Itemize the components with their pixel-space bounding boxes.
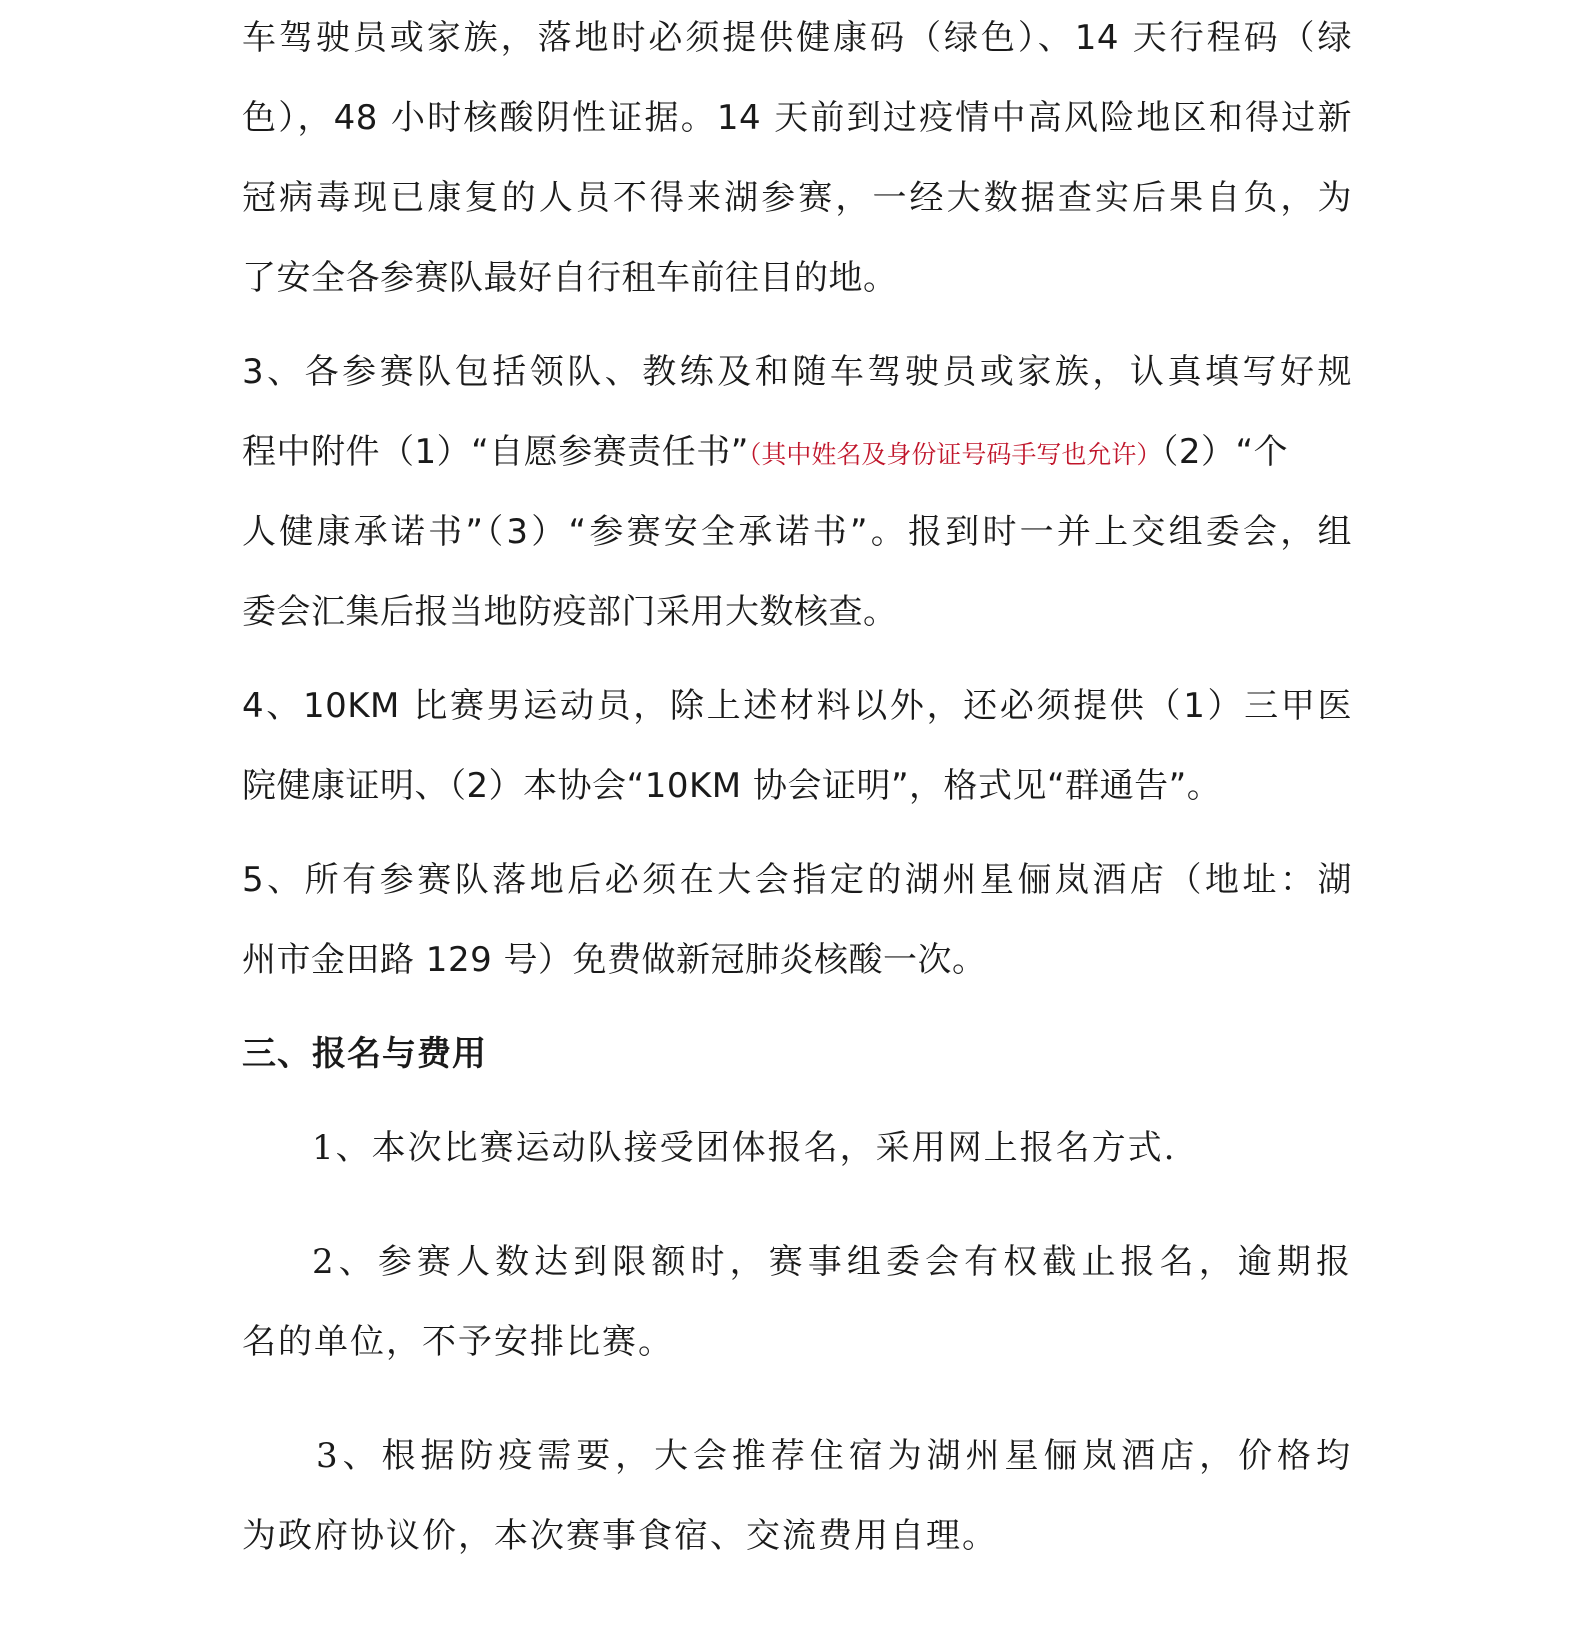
item3-text: （2）“个 bbox=[1161, 432, 1289, 472]
item5-line: 州市金田路 129 号）免费做新冠肺炎核酸一次。 bbox=[242, 940, 987, 980]
item4-line: 院健康证明、（2）本协会“10KM 协会证明”，格式见“群通告”。 bbox=[242, 766, 1222, 806]
section3-item2-line: 名的单位，不予安排比赛。 bbox=[242, 1322, 674, 1362]
paragraph-line: 冠病毒现已康复的人员不得来湖参赛，一经大数据查实后果自负，为 bbox=[242, 178, 1352, 218]
item3-line-with-note bbox=[242, 430, 1352, 477]
item4-line: 4、10KM 比赛男运动员，除上述材料以外，还必须提供（1）三甲医 bbox=[242, 686, 1352, 726]
item3-text: 程中附件（1）“自愿参赛责任书” bbox=[242, 432, 749, 472]
paragraph-line: 了安全各参赛队最好自行租车前往目的地。 bbox=[242, 258, 898, 298]
section-heading: 三、报名与费用 bbox=[242, 1034, 487, 1074]
section3-item1: 1、本次比赛运动队接受团体报名，采用网上报名方式. bbox=[312, 1128, 1177, 1168]
item3-line: 委会汇集后报当地防疫部门采用大数核查。 bbox=[242, 592, 898, 632]
red-note: （其中姓名及身份证号码手写也允许） bbox=[748, 440, 1162, 469]
section3-item3-line: 3、根据防疫需要，大会推荐住宿为湖州星俪岚酒店，价格均 bbox=[316, 1436, 1352, 1476]
item3-line: 人健康承诺书”（3）“参赛安全承诺书”。报到时一并上交组委会，组 bbox=[242, 512, 1352, 552]
item5-line: 5、所有参赛队落地后必须在大会指定的湖州星俪岚酒店（地址：湖 bbox=[242, 860, 1352, 900]
section3-item3-line: 为政府协议价，本次赛事食宿、交流费用自理。 bbox=[242, 1516, 998, 1556]
paragraph-line: 车驾驶员或家族，落地时必须提供健康码（绿色）、14 天行程码（绿 bbox=[242, 18, 1352, 58]
section3-item2-line: 2、参赛人数达到限额时，赛事组委会有权截止报名，逾期报 bbox=[312, 1242, 1352, 1282]
item3-line: 3、各参赛队包括领队、教练及和随车驾驶员或家族，认真填写好规 bbox=[242, 352, 1352, 392]
paragraph-line: 色），48 小时核酸阴性证据。14 天前到过疫情中高风险地区和得过新 bbox=[242, 98, 1352, 138]
